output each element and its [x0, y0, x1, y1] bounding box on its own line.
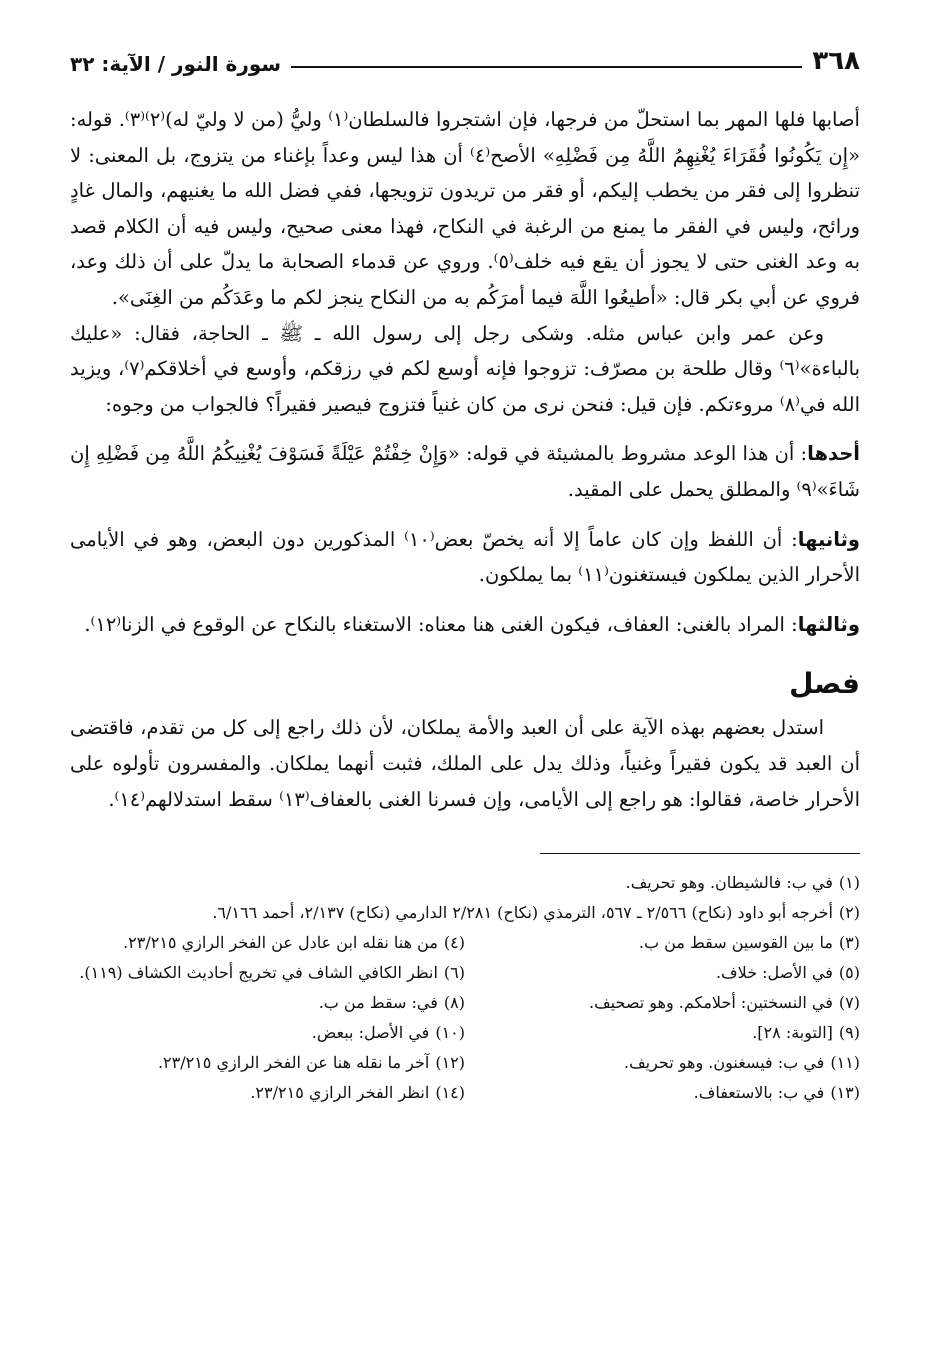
point-text: : أن اللفظ وإن كان عاماً إلا أنه يخصّ بعض⁽١٠⁾ المذكورين دون البعض، وهو في الأيامى الأحرار الذين يملكون فيستغنون⁽١١⁾ بما يملكون. [70, 527, 860, 587]
footnote-text: في النسختين: أحلامكم. وهو تصحيف. [589, 993, 833, 1013]
footnote-number: (٦) [443, 963, 465, 983]
paragraph: وعن عمر وابن عباس مثله. وشكى رجل إلى رسول الله ـ ﷺ ـ الحاجة، فقال: «عليك بالباءة»⁽٦⁾ وقال طلحة بن مصرّف: تزوجوا فإنه أوسع لكم في رزقكم، وأوسع في أخلاقكم⁽٧⁾، ويزيد الله في⁽٨⁾ مروءتكم. فإن قيل: فنحن نرى من كان غنياً فتزوج فيصير فقيراً؟ فالجواب من وجوه: [70, 321, 860, 416]
footnote-row [70, 928, 860, 958]
footnote-text: انظر الفخر الرازي ٢٣/٢١٥. [250, 1083, 430, 1103]
book-page [70, 30, 860, 1108]
point-item [70, 522, 860, 593]
footnote-text: في ب: فالشيطان. وهو تحريف. [625, 873, 833, 893]
footnote-number: (١) [838, 873, 860, 893]
footnote [465, 928, 860, 958]
footnote-text: انظر الكافي الشاف في تخريج أحاديث الكشاف (١١٩). [79, 963, 438, 983]
running-title: سورة النور / الآية: ٣٢ [70, 52, 282, 76]
footnote [465, 1078, 860, 1108]
footnote [70, 928, 465, 958]
point-lead: وثالثها [797, 612, 860, 636]
footnote-row [70, 1048, 860, 1078]
footnote-number: (١٠) [435, 1023, 465, 1043]
footnote-number: (٤) [443, 933, 465, 953]
footnote-text: في: سقط من ب. [318, 993, 438, 1013]
point-text: : المراد بالغنى: العفاف، فيكون الغنى هنا معناه: الاستغناء بالنكاح عن الوقوع في الزنا⁽١٢⁾. [84, 612, 798, 636]
page-number: ٣٦٨ [812, 46, 860, 76]
point-lead: وثانيها [797, 527, 861, 551]
footnote-text: في الأصل: ببعض. [311, 1023, 430, 1043]
footnote-number: (١٤) [435, 1083, 465, 1103]
page-header [70, 30, 860, 74]
footnote-row [70, 958, 860, 988]
section-heading: فصل [789, 667, 860, 701]
footnote-number: (٨) [443, 993, 465, 1013]
footnote-row [70, 1018, 860, 1048]
footnote-text: من هنا نقله ابن عادل عن الفخر الرازي ٢٣/٢١٥. [123, 933, 438, 953]
footnote-row [70, 1078, 860, 1108]
footnote [465, 1048, 860, 1078]
footnote-number: (١١) [830, 1053, 860, 1073]
point-item [70, 607, 860, 643]
point-item [70, 436, 860, 507]
footnote [465, 1018, 860, 1048]
footnote-text: في ب: فيسغنون. وهو تحريف. [623, 1053, 825, 1073]
footnote [70, 1078, 465, 1108]
footnote-number: (٧) [838, 993, 860, 1013]
footnote [70, 1048, 465, 1078]
footnote-text: [التوبة: ٢٨]. [752, 1023, 833, 1043]
footnote-divider [540, 853, 860, 854]
header-rule [291, 66, 802, 68]
footnote [465, 988, 860, 1018]
footnote-text: في الأصل: خلاف. [715, 963, 833, 983]
footnote-text: ما بين القوسين سقط من ب. [638, 933, 833, 953]
point-text: : أن هذا الوعد مشروط بالمشيئة في قوله: «وَإِنْ خِفْتُمْ عَيْلَةً فَسَوْفَ يُغْنِيكُمُ اللَّهُ مِن فَضْلِهِ إِن شَاءَ»⁽٩⁾ والمطلق يحمل على المقيد. [70, 442, 860, 501]
footnote-number: (٥) [838, 963, 860, 983]
point-lead: أحدها [807, 442, 860, 466]
footnote [465, 958, 860, 988]
footnote-text: آخر ما نقله هنا عن الفخر الرازي ٢٣/٢١٥. [157, 1053, 430, 1073]
section-paragraph: استدل بعضهم بهذه الآية على أن العبد والأمة يملكان، لأن ذلك راجع إلى كل من تقدم، فاقتضى أن العبد قد يكون فقيراً وغنياً، وذلك يدل على الملك، فثبت أنهما يملكان. والمفسرون تأولوه على الأحرار خاصة، فقالوا: هو راجع إلى الأيامى، وإن فسرنا الغنى بالعفاف⁽١٣⁾ سقط استدلالهم⁽١٤⁾. [70, 716, 860, 811]
main-text [70, 102, 860, 817]
footnote-number: (٩) [838, 1023, 860, 1043]
footnote-number: (٣) [838, 933, 860, 953]
footnote-row [70, 988, 860, 1018]
footnote [70, 868, 860, 898]
footnotes [70, 868, 860, 1108]
footnote-text: في ب: بالاستعفاف. [693, 1083, 825, 1103]
footnote-text: أخرجه أبو داود (نكاح) ٢/٥٦٦ ـ ٥٦٧، الترمذي (نكاح) ٢/٢٨١ الدارمي (نكاح) ٢/١٣٧، أحمد ٦/١٦٦. [212, 903, 833, 923]
footnote [70, 898, 860, 928]
footnote-number: (١٣) [830, 1083, 860, 1103]
paragraph: أصابها فلها المهر بما استحلّ من فرجها، فإن اشتجروا فالسلطان⁽١⁾ وليُّ (من لا وليّ له)⁽٢⁾⁽٣⁾. قوله: «إِن يَكُونُوا فُقَرَاءَ يُغْنِهِمُ اللَّهُ مِن فَضْلِهِ» الأصح⁽٤⁾ أن هذا ليس وعداً بإغناء من يتزوج، بل المعنى: لا تنظروا إلى فقر من يخطب إليكم، أو فقر من تريدون تزويجها، ففي فضل الله ما يغنيهم، والمال غادٍ ورائح، وليس في الفقر ما يمنع من الرغبة في النكاح، فهذا معنى صحيح، وليس فيه أن الكلام قصد به وعد الغنى حتى لا يجوز أن يقع فيه خلف⁽٥⁾. وروي عن قدماء الصحابة ما يدلّ على أن ذلك وعد، فروي عن أبي بكر قال: «أطيعُوا اللَّهَ فيما أمرَكُم به من النكاح ينجز لكم ما وعَدَكُم من الغِنَى». [70, 108, 861, 309]
footnote-number: (٢) [838, 903, 860, 923]
footnote-number: (١٢) [435, 1053, 465, 1073]
footnote [70, 958, 465, 988]
footnote [70, 988, 465, 1018]
footnote [70, 1018, 465, 1048]
